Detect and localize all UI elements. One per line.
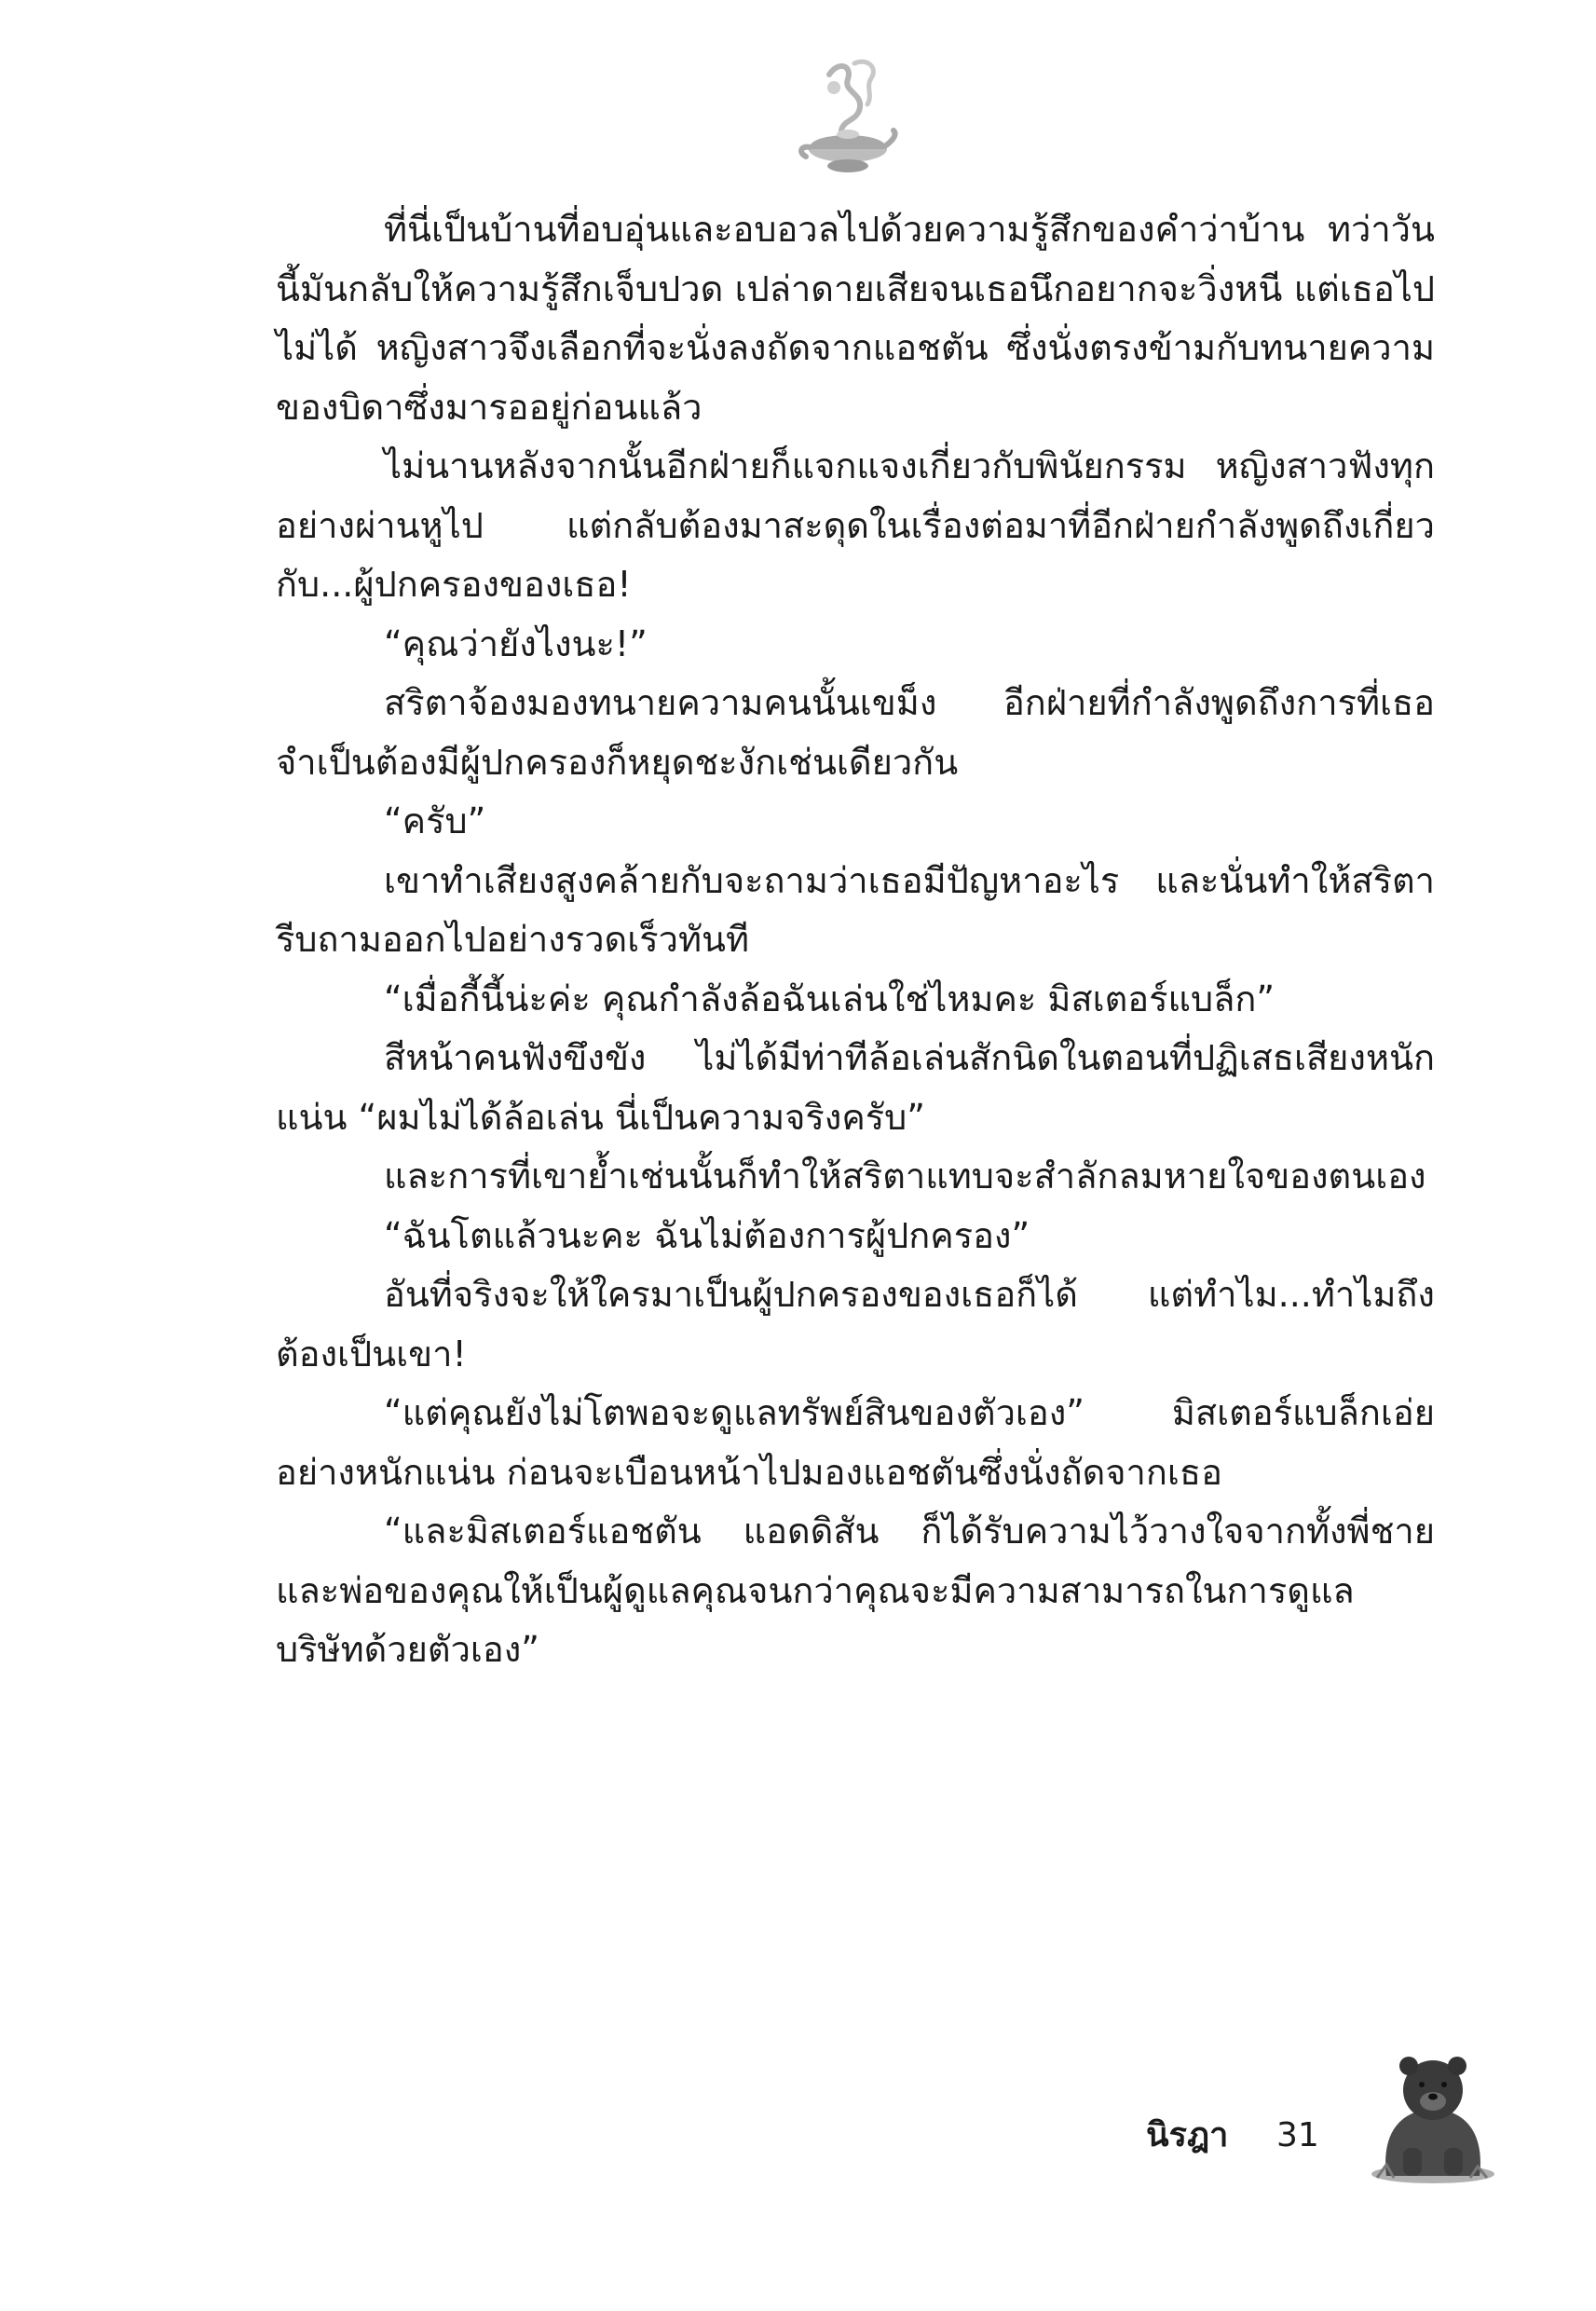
story-body (276, 200, 1435, 1680)
paragraph: เขาทำเสียงสูงคล้ายกับจะถามว่าเธอมีปัญหาอะไร และนั่นทำให้สริตารีบถามออกไปอย่างรวดเร็วทันที (276, 859, 1435, 960)
paragraph: “แต่คุณยังไม่โตพอจะดูแลทรัพย์สินของตัวเอง” มิสเตอร์แบล็กเอ่ยอย่างหนักแน่น ก่อนจะเบือนหน้าไปมองแอชตันซึ่งนั่งถัดจากเธอ (276, 1392, 1435, 1493)
paragraph: “คุณว่ายังไงนะ!” (384, 622, 648, 664)
page-number: 31 (1276, 2116, 1319, 2154)
paragraph: และการที่เขาย้ำเช่นนั้นก็ทำให้สริตาแทบจะสำลักลมหายใจของตนเอง (384, 1156, 1426, 1197)
paragraph: สริตาจ้องมองทนายความคนนั้นเขม็ง อีกฝ่ายที่กำลังพูดถึงการที่เธอจำเป็นต้องมีผู้ปกครองก็หยุดชะงักเช่นเดียวกัน (276, 682, 1435, 783)
paragraph: “ครับ” (384, 800, 486, 841)
paragraph: “เมื่อกี้นี้น่ะค่ะ คุณกำลังล้อฉันเล่นใช่ไหมคะ มิสเตอร์แบล็ก” (384, 978, 1275, 1019)
genie-lamp-icon (797, 56, 899, 186)
paragraph: “ฉันโตแล้วนะคะ ฉันไม่ต้องการผู้ปกครอง” (384, 1214, 1030, 1256)
footer-author: นิรฎา (1146, 2116, 1229, 2154)
paragraph: อันที่จริงจะให้ใครมาเป็นผู้ปกครองของเธอก็ได้ แต่ทำไม...ทำไมถึงต้องเป็นเขา! (276, 1274, 1435, 1374)
paragraph: สีหน้าคนฟังขึงขัง ไม่ได้มีท่าทีล้อเล่นสักนิดในตอนที่ปฏิเสธเสียงหนักแน่น “ผมไม่ได้ล้อเล่น นี่เป็นความจริงครับ” (276, 1037, 1435, 1138)
paragraph: ไม่นานหลังจากนั้นอีกฝ่ายก็แจกแจงเกี่ยวกับพินัยกรรม หญิงสาวฟังทุกอย่างผ่านหูไป แต่กลับต้องมาสะดุดในเรื่องต่อมาที่อีกฝ่ายกำลังพูดถึงเกี่ยวกับ...ผู้ปกครองของเธอ! (276, 445, 1435, 605)
paragraph: “และมิสเตอร์แอชตัน แอดดิสัน ก็ได้รับความไว้วางใจจากทั้งพี่ชายและพ่อของคุณให้เป็นผู้ดูแลคุณจนกว่าคุณจะมีความสามารถในการดูแลบริษัทด้วยตัวเอง” (276, 1511, 1435, 1670)
bear-icon (1368, 2045, 1498, 2185)
paragraph: ที่นี่เป็นบ้านที่อบอุ่นและอบอวลไปด้วยความรู้สึกของคำว่าบ้าน ทว่าวันนี้มันกลับให้ความรู้สึกเจ็บปวด เปล่าดายเสียจนเธอนึกอยากจะวิ่งหนี แต่เธอไปไม่ได้ หญิงสาวจึงเลือกที่จะนั่งลงถัดจากแอชตัน ซึ่งนั่งตรงข้ามกับทนายความของบิดาซึ่งมารออยู่ก่อนแล้ว (276, 209, 1435, 428)
